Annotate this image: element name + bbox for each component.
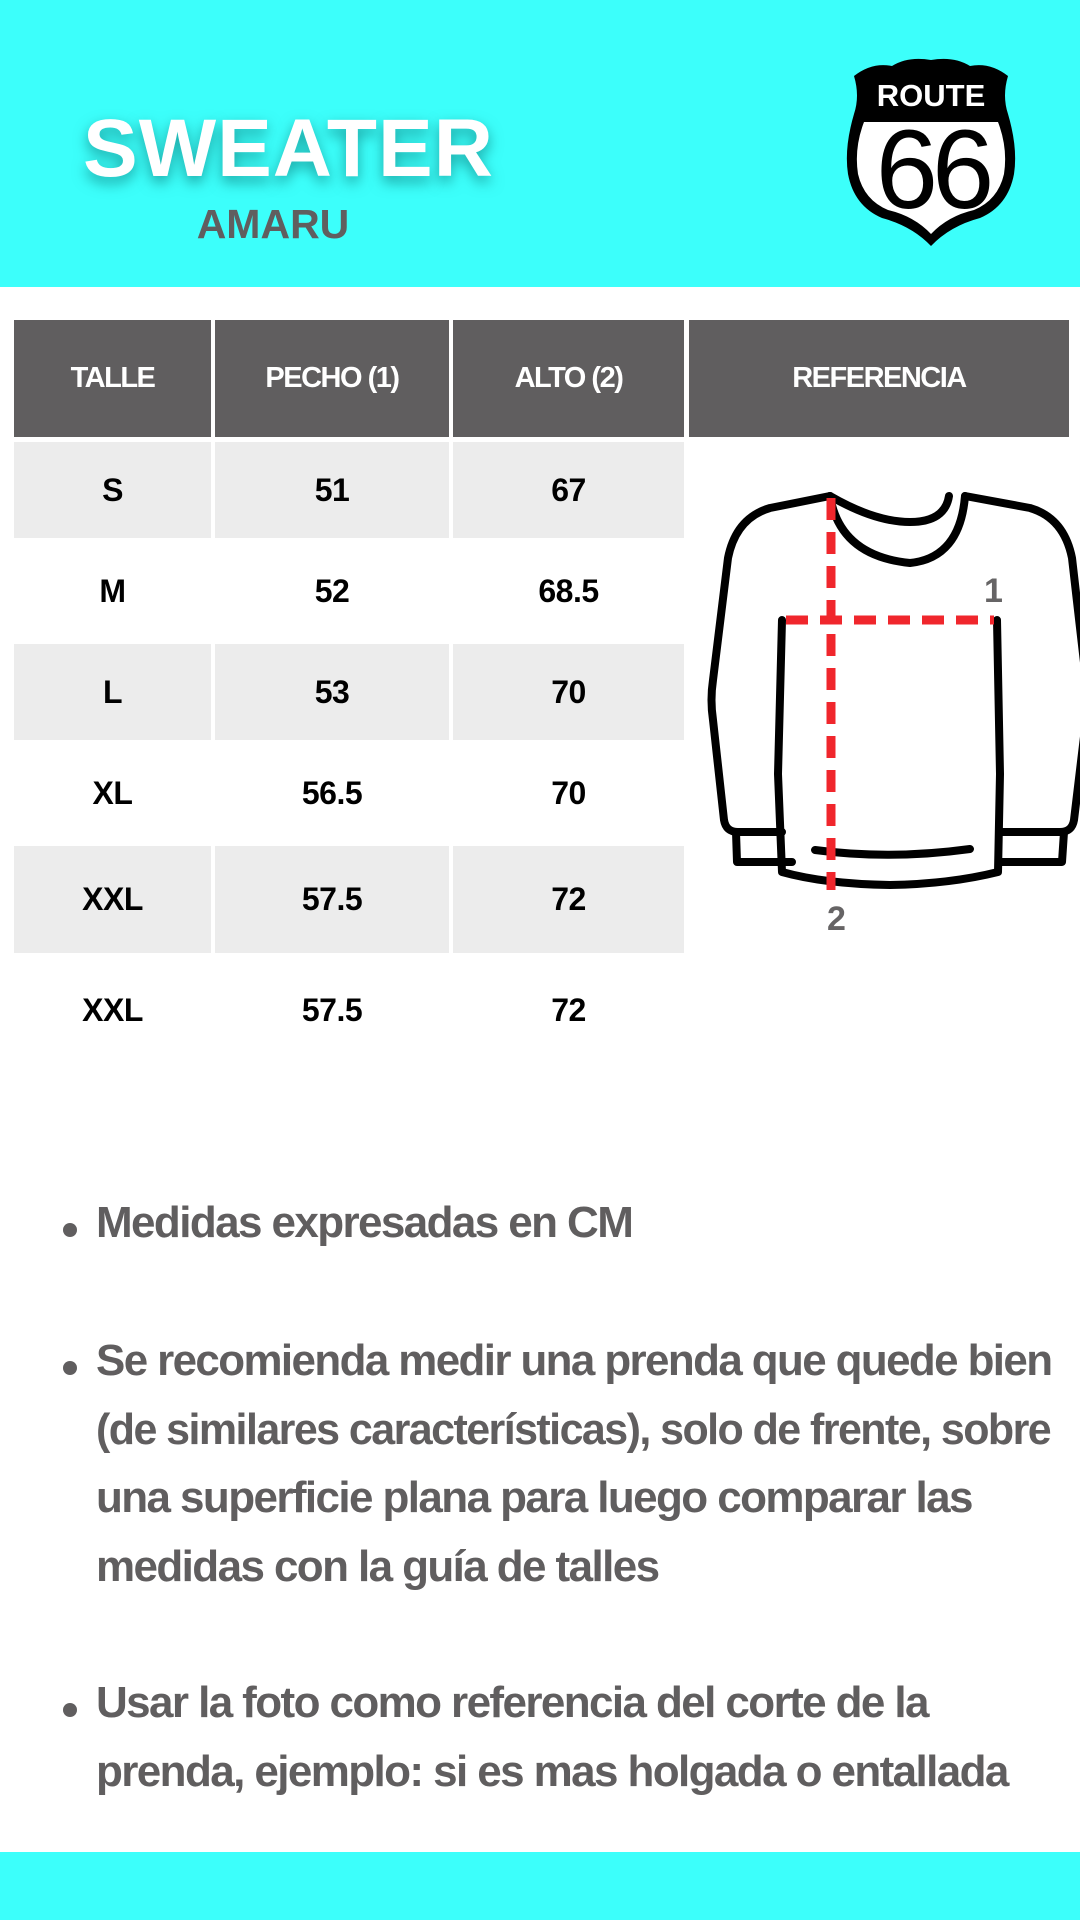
footer-band [0,1852,1080,1920]
product-subtitle: AMARU [196,201,350,247]
cell-talle: L [14,644,211,740]
cell-alto: 67 [453,442,684,538]
route-66-shield-icon [842,56,1020,248]
note-text: Se recomienda medir una prenda que quede bien [96,1336,1052,1385]
column-header-alto: ALTO (2) [453,320,684,437]
bullet-icon [63,1703,77,1717]
column-header-referencia: REFERENCIA [689,320,1069,437]
cell-pecho: 51 [215,442,449,538]
logo-number-text: 66 [875,107,989,232]
note-text: una superficie plana para luego comparar las [96,1473,972,1522]
note-text: Usar la foto como referencia del corte de la [96,1678,928,1727]
cell-pecho: 56.5 [301,774,363,811]
cell-pecho: 53 [215,644,449,740]
cell-alto: 70 [551,774,586,811]
cell-alto: 72 [551,991,586,1028]
product-title: SWEATER [83,103,494,194]
cell-talle: XXL [82,991,143,1028]
sweater-diagram-icon [700,480,1080,940]
length-measure-label: 2 [827,900,846,938]
cell-talle: XL [92,774,133,811]
bullet-icon [63,1361,77,1375]
note-text: medidas con la guía de talles [96,1542,659,1591]
note-text: (de similares características), solo de frente, sobre [96,1405,1051,1454]
chest-measure-label: 1 [984,572,1003,610]
cell-alto: 68.5 [538,572,599,609]
note-text: Medidas expresadas en CM [96,1198,633,1247]
cell-pecho: 52 [314,572,350,609]
column-header-talle: TALLE [14,320,211,437]
column-header-pecho: PECHO (1) [215,320,449,437]
cell-talle: M [99,572,126,609]
cell-alto: 70 [453,644,684,740]
cell-pecho: 57.5 [301,991,363,1028]
cell-talle: XXL [14,846,211,953]
cell-pecho: 57.5 [215,846,449,953]
bullet-icon [63,1223,77,1237]
cell-talle: S [14,442,211,538]
logo-route-text: ROUTE [876,78,986,113]
note-text: prenda, ejemplo: si es mas holgada o entallada [96,1747,1008,1796]
cell-alto: 72 [453,846,684,953]
